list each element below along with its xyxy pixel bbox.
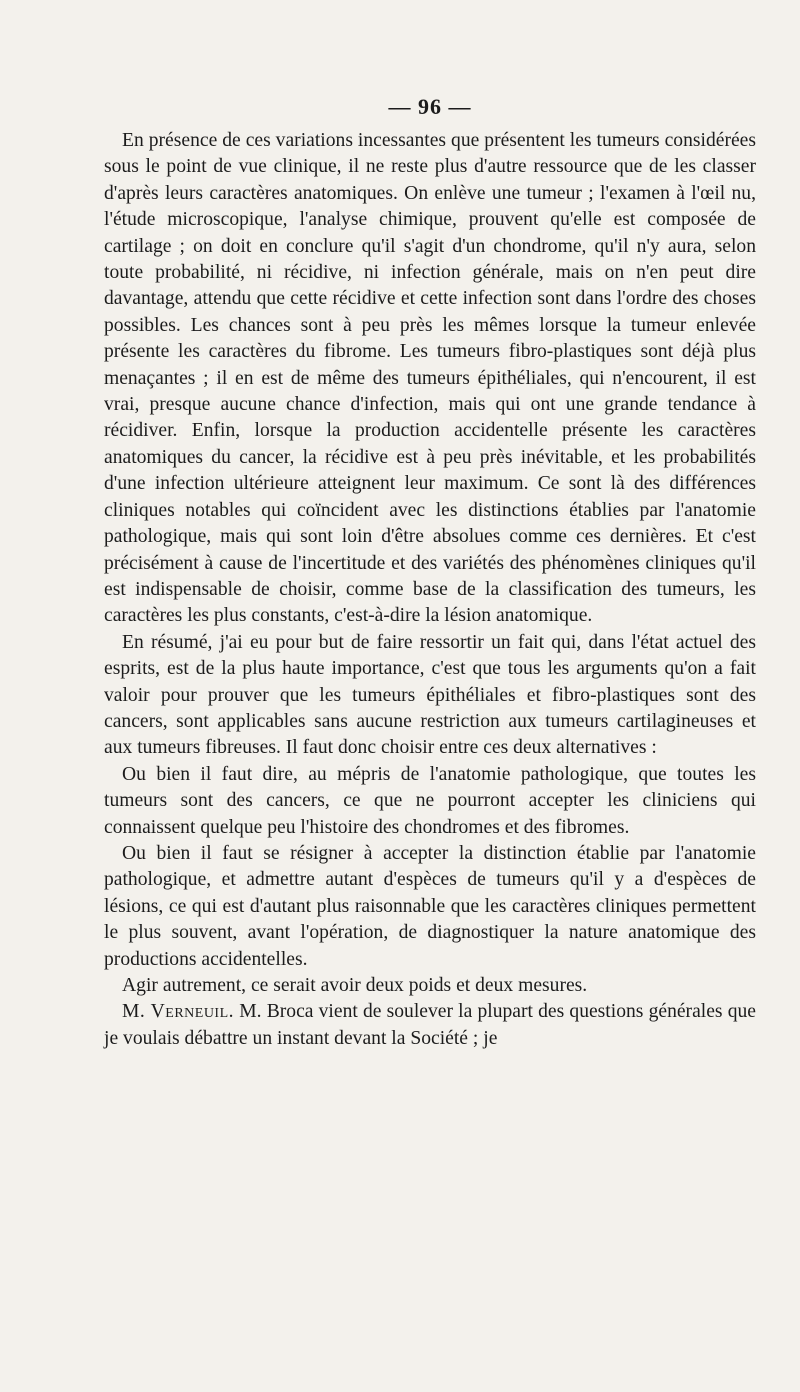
speaker-text: M. Broca vient de soulever la plupart des questions générales que je voulais débattre un instant devant la Société ; je [104, 1001, 756, 1049]
speaker-name: M. Verneuil. [122, 1001, 235, 1023]
paragraph-classification: En présence de ces variations incessantes que présentent les tumeurs considérées sous le point de vue clinique, il ne reste plus d'autre ressource que de les classer d'après leurs caractères anatomiques. On enlève une tumeur ; l'examen à l'œil nu, l'étude microscopique, l'analyse chimique, prouvent qu'elle est composée de cartilage ; on doit en conclure qu'il s'agit d'un chondrome, qu'il n'y aura, selon toute probabilité, ni récidive, ni infection générale, mais on n'en peut dire davantage, attendu que cette récidive et cette infection sont dans l'ordre des choses possibles. Les chances sont à peu près les mêmes lorsque la tumeur enlevée présente les caractères du fibrome. Les tumeurs fibro-plastiques sont déjà plus menaçantes ; il en est de même des tumeurs épithéliales, qui n'encourent, il est vrai, presque aucune chance d'infection, mais qui ont une grande tendance à récidiver. Enfin, lorsque la production accidentelle présente les caractères anatomiques du cancer, la récidive est à peu près inévitable, et les probabilités d'une infection ultérieure atteignent leur maximum. Ce sont là des différences cliniques notables qui coïncident avec les distinctions établies par l'anatomie pathologique, mais qui sont loin d'être absolues comme ces dernières. Et c'est précisément à cause de l'incertitude et des variétés des phénomènes cliniques qu'il est indispensable de choisir, comme base de la classification des tumeurs, les caractères les plus constants, c'est-à-dire la lésion anatomique. [104, 130, 756, 627]
paragraph-verneuil [104, 999, 756, 1052]
paragraph-resume: En résumé, j'ai eu pour but de faire ressortir un fait qui, dans l'état actuel des esprits, est de la plus haute importance, c'est que tous les arguments qu'on a fait valoir pour prouver que les tumeurs épithéliales et fibro-plastiques sont des cancers, sont applicables sans aucune restriction aux tumeurs cartilagineuses et aux tumeurs fibreuses. Il faut donc choisir entre ces deux alternatives : [104, 631, 756, 759]
paragraph-alternative-one: Ou bien il faut dire, au mépris de l'anatomie pathologique, que toutes les tumeurs sont des cancers, ce que ne pourront accepter les cliniciens qui connaissent quelque peu l'histoire des chondromes et des fibromes. [104, 763, 756, 838]
paragraph-conclusion: Agir autrement, ce serait avoir deux poids et deux mesures. [122, 975, 588, 996]
paragraph-alternative-two: Ou bien il faut se résigner à accepter la distinction établie par l'anatomie pathologique, et admettre autant d'espèces de tumeurs qu'il y a d'espèces de lésions, ce qui est d'autant plus raisonnable que les caractères cliniques permettent le plus souvent, avant l'opération, de diagnostiquer la nature anatomique des productions accidentelles. [104, 842, 756, 970]
page-number: — 96 — [388, 94, 472, 119]
